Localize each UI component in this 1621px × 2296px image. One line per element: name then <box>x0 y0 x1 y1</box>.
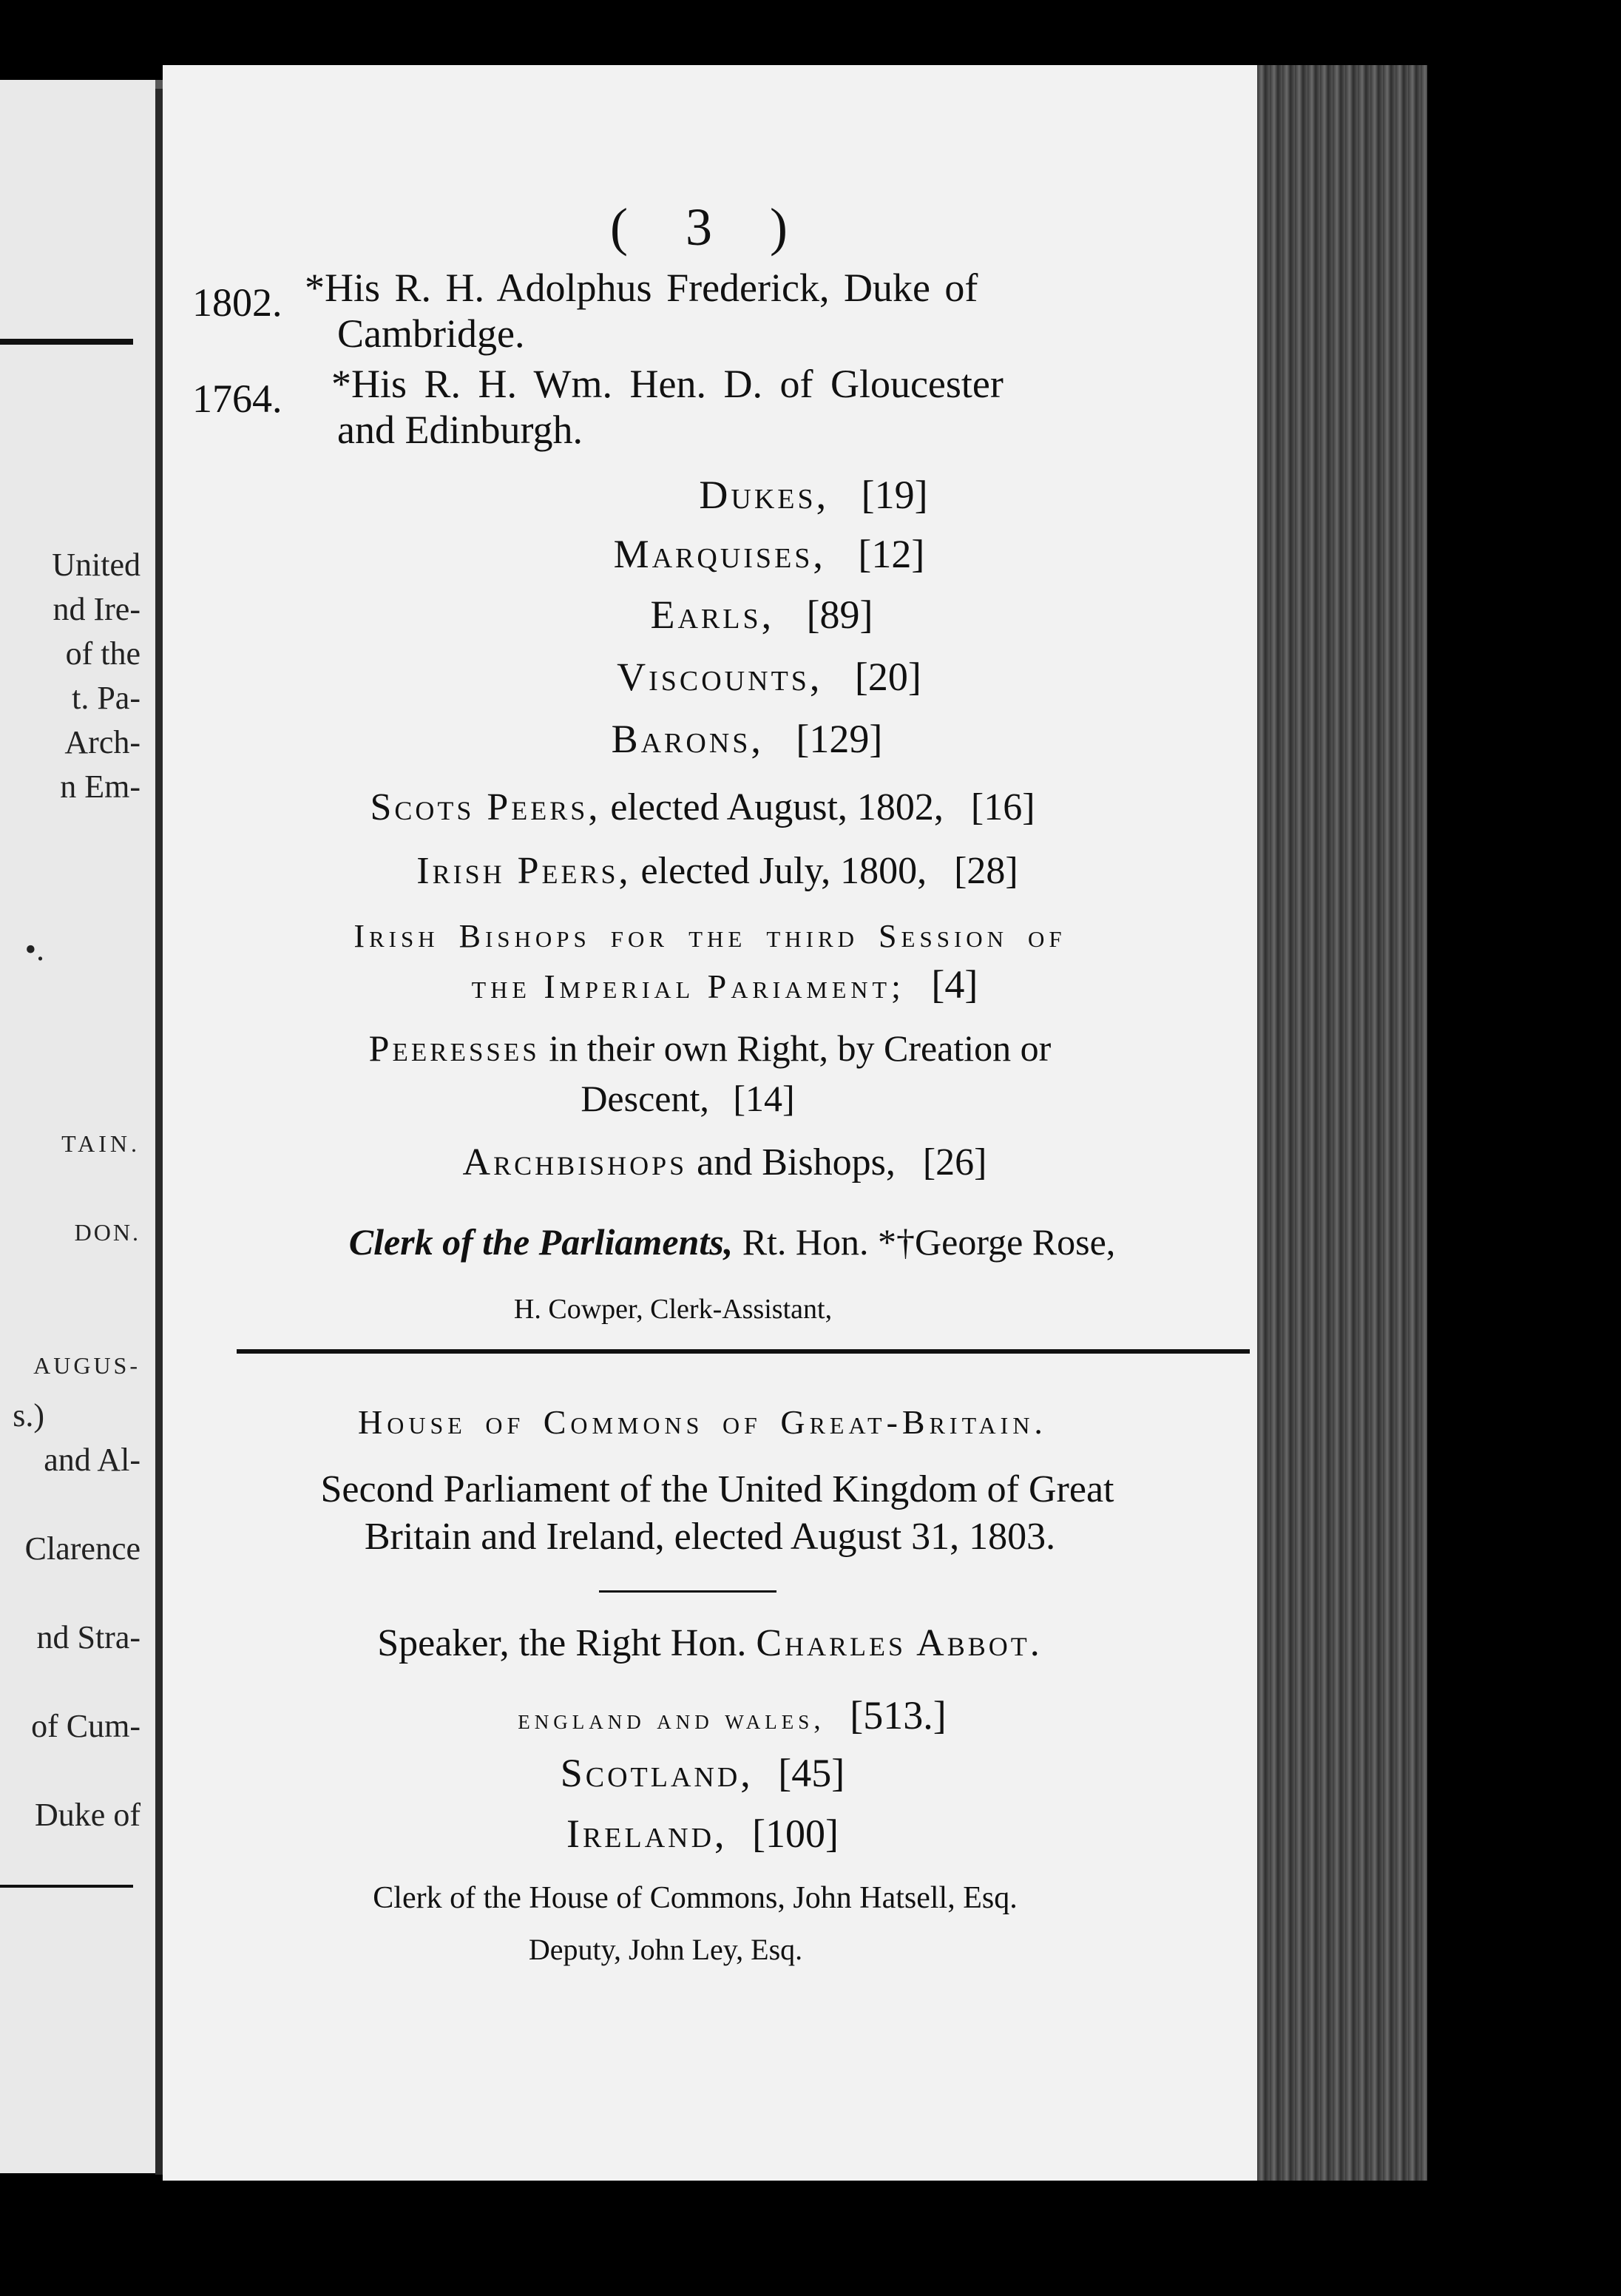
irish-peers-text: elected July, 1800, <box>640 850 927 892</box>
royal-year: 1802. <box>192 280 282 325</box>
scots-peers <box>155 786 1250 829</box>
short-divider <box>599 1590 776 1593</box>
left-fragment: n Em- <box>60 769 141 805</box>
royal-entry-line: Cambridge. <box>337 311 525 356</box>
clerk-commons: Clerk of the House of Commons, John Hatsell, Esq. <box>373 1881 1018 1915</box>
region-label: Ireland, <box>566 1812 728 1856</box>
clerk-title: Clerk of the Parliaments, <box>348 1221 734 1263</box>
peeresses-text: Descent, <box>581 1078 709 1119</box>
region-scotland <box>155 1750 1250 1796</box>
left-fragment: Duke of <box>35 1797 141 1833</box>
left-fragment: of Cum- <box>31 1708 141 1744</box>
peeresses-text: in their own Right, by Creation or <box>549 1027 1052 1069</box>
deputy: Deputy, John Ley, Esq. <box>528 1933 803 1966</box>
count-label: Dukes, <box>699 473 830 517</box>
left-fragment: Clarence <box>24 1530 141 1567</box>
royal-entry-line: *His R. H. Adolphus Frederick, Duke of <box>305 266 978 310</box>
count-value: [89] <box>806 592 873 637</box>
speaker-line <box>163 1621 1257 1665</box>
archbishops-value: [26] <box>922 1141 987 1184</box>
archbishops-text: and Bishops, <box>697 1141 896 1184</box>
count-label: Earls, <box>650 592 775 637</box>
irish-bishops-value: [4] <box>931 962 978 1007</box>
irish-peers-label: Irish Peers, <box>416 850 632 892</box>
count-label: Viscounts, <box>617 655 823 699</box>
count-earls <box>214 592 1309 638</box>
royal-entry-line: *His R. H. Wm. Hen. D. of Gloucester <box>331 362 1004 406</box>
left-fragment: United <box>52 547 141 583</box>
count-dukes <box>266 472 1361 518</box>
second-parliament-line: Britain and Ireland, elected August 31, 1803. <box>364 1516 1056 1558</box>
second-parliament-line: Second Parliament of the United Kingdom of Great <box>320 1468 1114 1510</box>
left-fragment: Arch- <box>64 724 141 760</box>
region-value: [45] <box>778 1751 845 1795</box>
archbishops <box>177 1141 1272 1184</box>
count-value: [12] <box>858 532 925 576</box>
count-label: Marquises, <box>613 532 826 576</box>
page <box>163 65 1257 2181</box>
left-fragment: and Al- <box>44 1442 141 1478</box>
left-fragment: t. Pa- <box>72 680 141 716</box>
peeresses-label: Peeresses <box>368 1027 540 1069</box>
speaker-name: Charles Abbot. <box>756 1622 1043 1664</box>
irish-bishops-line2 <box>177 962 1272 1007</box>
left-fragment: AUGUS- <box>33 1352 141 1379</box>
count-value: [20] <box>854 655 921 699</box>
count-viscounts <box>222 654 1316 700</box>
peeresses-line <box>163 1027 1257 1070</box>
irish-bishops-line: Irish Bishops for the third Session of <box>353 918 1066 954</box>
region-label: england and wales, <box>518 1704 825 1735</box>
count-label: Barons, <box>611 717 764 761</box>
irish-peers-value: [28] <box>954 850 1018 892</box>
region-value: [513.] <box>850 1693 947 1738</box>
left-fragment: DON. <box>74 1219 141 1246</box>
left-fragment: nd Stra- <box>36 1619 141 1655</box>
royal-year: 1764. <box>192 377 282 421</box>
count-value: [129] <box>796 717 883 761</box>
region-value: [100] <box>752 1812 839 1856</box>
scots-peers-value: [16] <box>970 786 1035 828</box>
peeresses-line2 <box>141 1077 1235 1120</box>
speaker-label: Speaker, the Right Hon. <box>377 1622 747 1664</box>
clerk-assistant: H. Cowper, Clerk-Assistant, <box>513 1294 833 1325</box>
left-fragment: TAIN. <box>61 1130 141 1157</box>
region-ireland <box>155 1811 1250 1857</box>
count-marquises <box>222 531 1316 577</box>
clerk-name: Rt. Hon. *†George Rose, <box>742 1221 1116 1263</box>
count-barons <box>200 716 1294 762</box>
region-label: Scotland, <box>560 1751 754 1795</box>
page-number: ( 3 ) <box>610 197 810 257</box>
irish-peers <box>170 849 1265 893</box>
archbishops-label: Archbishops <box>462 1141 688 1184</box>
irish-bishops-text: the Imperial Pariament; <box>471 968 905 1005</box>
left-fragment: nd Ire- <box>53 591 141 627</box>
left-fragment: s.) <box>13 1397 44 1434</box>
peeresses-value: [14] <box>733 1078 795 1119</box>
left-rule-top <box>0 339 133 345</box>
scots-peers-text: elected August, 1802, <box>610 786 944 828</box>
section-divider <box>237 1349 1250 1354</box>
region-england <box>185 1692 1279 1738</box>
clerk-parliaments <box>185 1220 1279 1263</box>
left-fragment: of the <box>65 635 141 672</box>
left-rule-bottom <box>0 1885 133 1888</box>
commons-heading: House of Commons of Great-Britain. <box>358 1403 1047 1441</box>
left-fragment: •. <box>24 931 44 968</box>
left-page-fragment <box>0 80 172 2173</box>
count-value: [19] <box>861 473 928 517</box>
royal-entry-line: and Edinburgh. <box>337 408 583 452</box>
page-edges <box>1257 65 1427 2181</box>
scots-peers-label: Scots Peers, <box>370 786 601 828</box>
